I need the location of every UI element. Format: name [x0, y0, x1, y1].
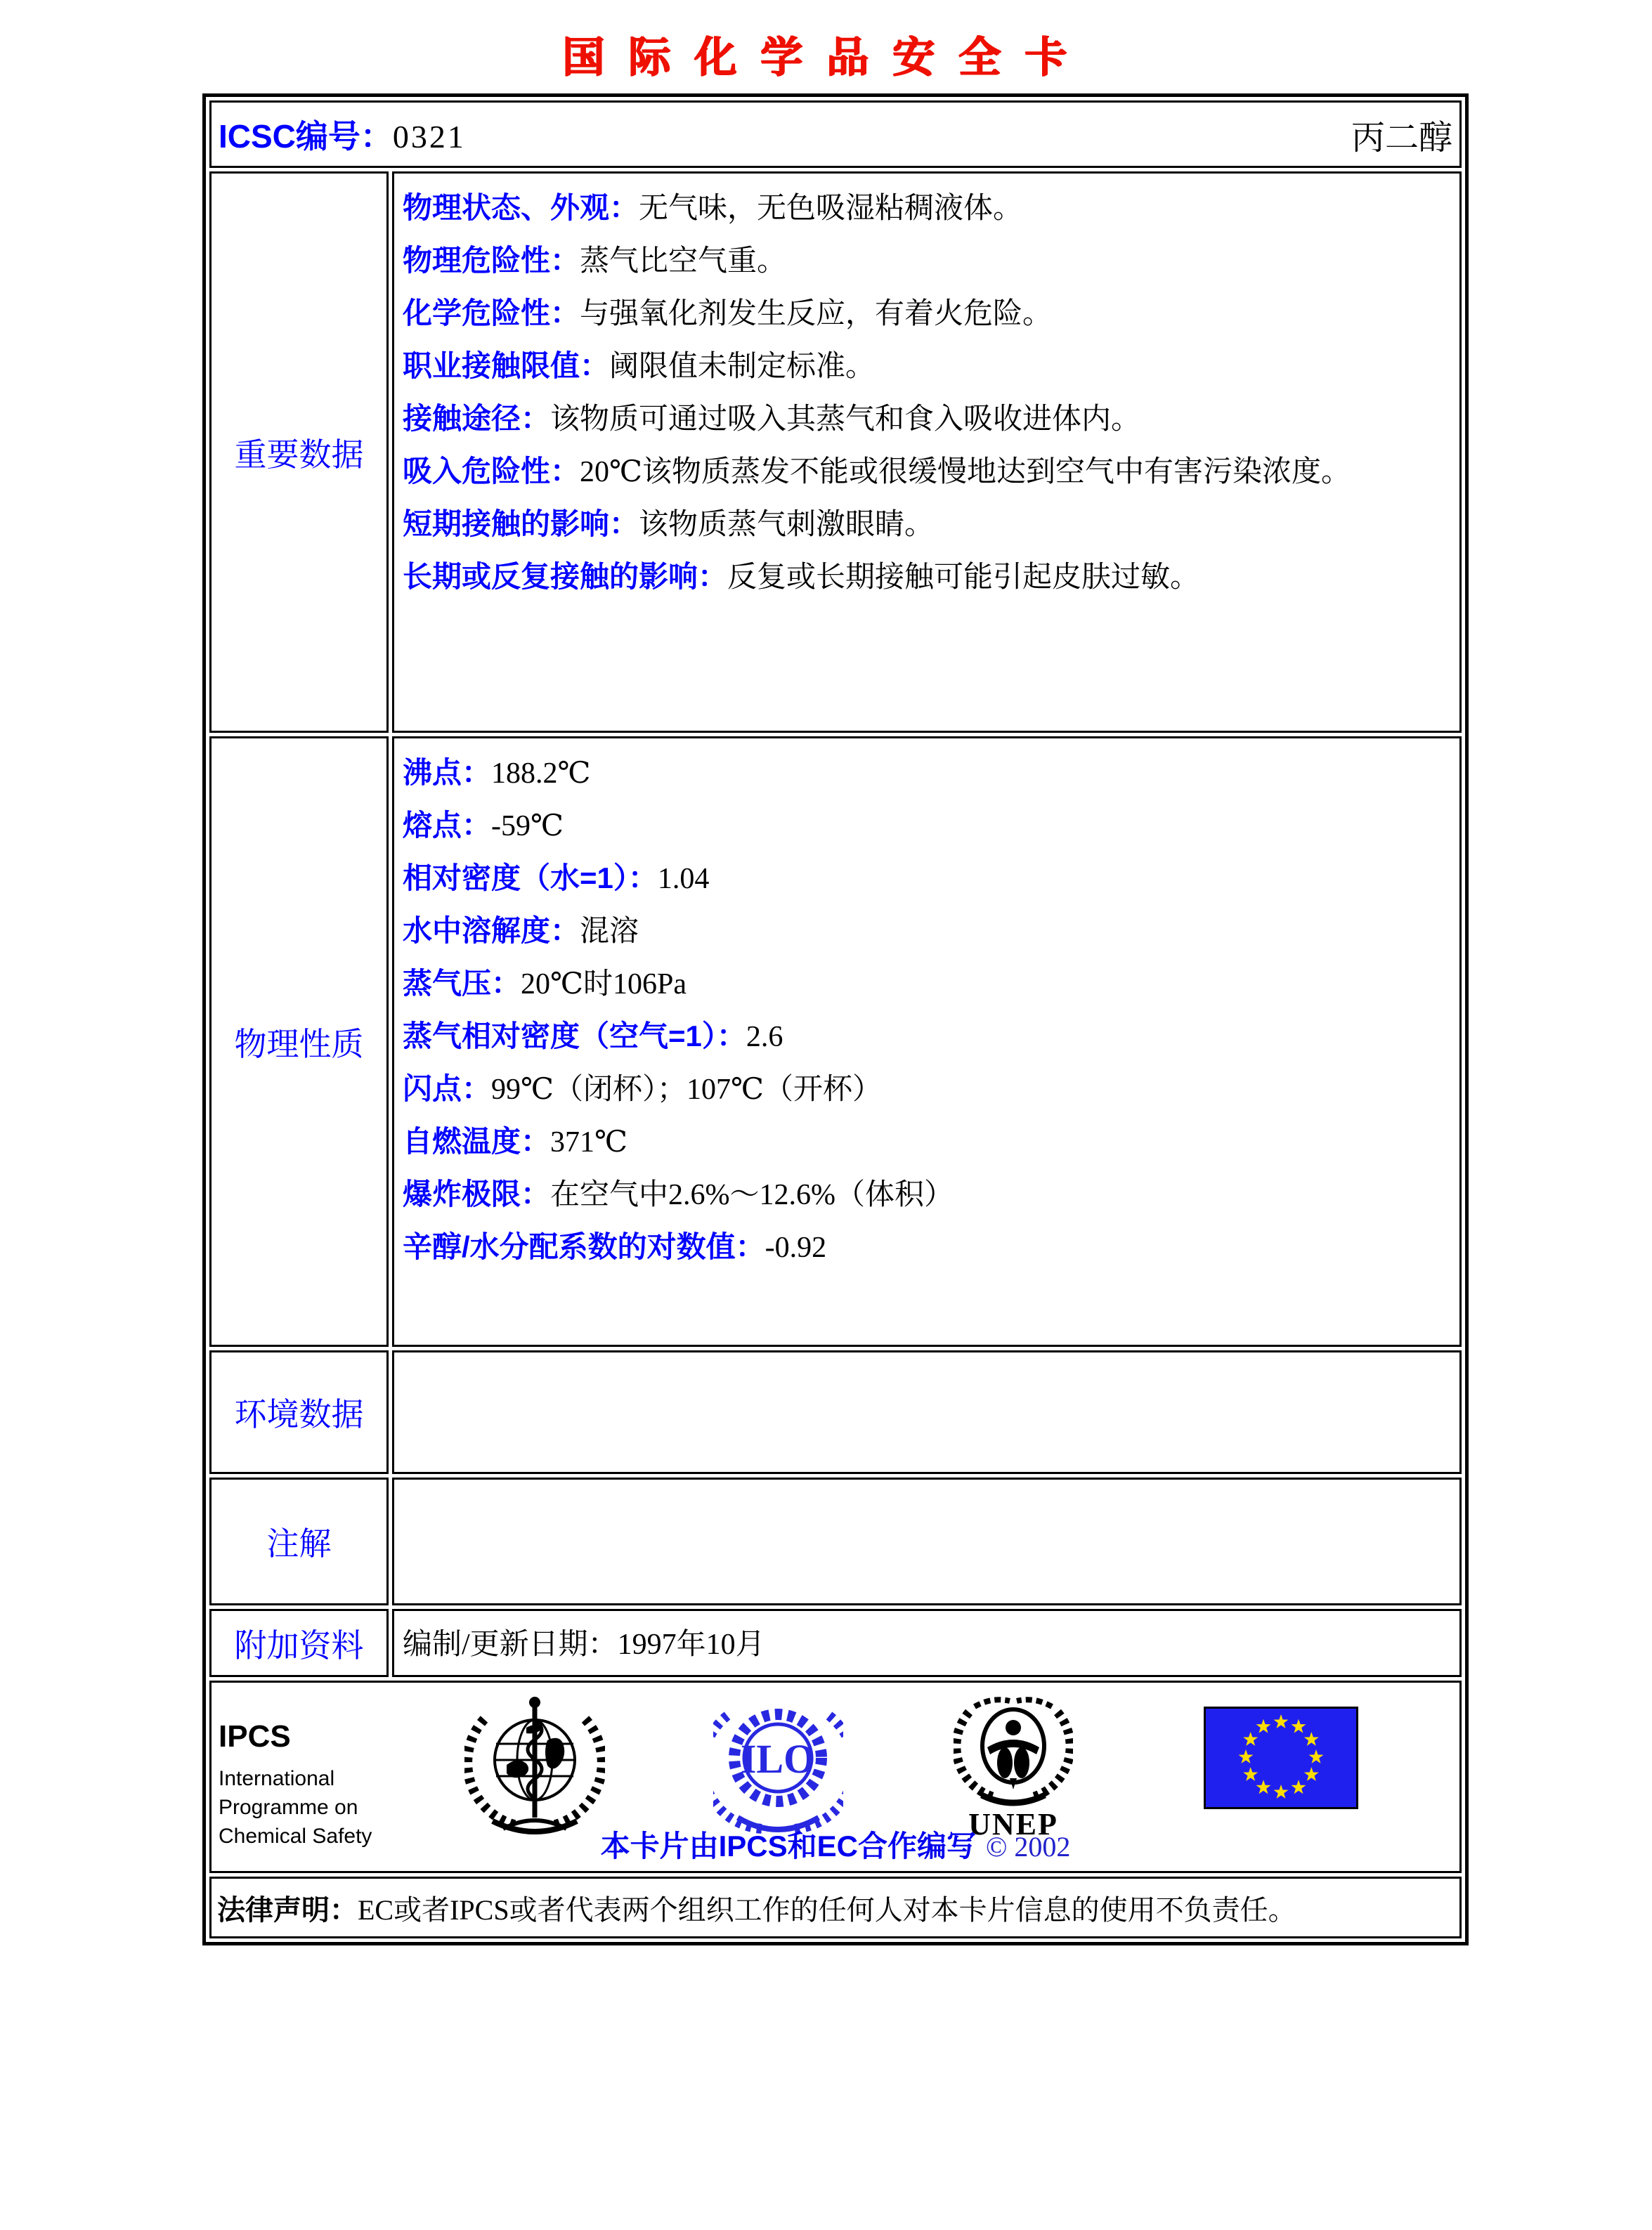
property-line [403, 800, 1451, 852]
section-content-physical-properties [392, 736, 1462, 1347]
ipcs-subtitle-line: Chemical Safety [219, 1825, 372, 1848]
header-cell [209, 100, 1462, 168]
property-value: 混溶 [580, 915, 639, 948]
property-value: 1.04 [657, 863, 710, 895]
section-label-additional-info: 附加资料 [209, 1609, 389, 1677]
property-label: 物理危险性： [403, 244, 580, 277]
legal-row [209, 1877, 1462, 1938]
property-label: 职业接触限值： [403, 349, 610, 382]
property-value: 无气味，无色吸湿粘稠液体。 [639, 193, 1023, 225]
section-content-important-data [392, 171, 1462, 733]
property-label: 接触途径： [403, 402, 551, 435]
property-value: 与强氧化剂发生反应，有着火危险。 [580, 298, 1053, 330]
caption-text: 本卡片由IPCS和EC合作编写 [600, 1830, 976, 1863]
section-label-environmental-data: 环境数据 [209, 1350, 389, 1474]
property-line [403, 340, 1451, 393]
property-line [403, 551, 1451, 604]
section-label-notes: 注解 [209, 1478, 389, 1605]
property-line [403, 905, 1451, 958]
property-label: 蒸气压： [403, 967, 521, 1000]
property-label: 化学危险性： [403, 296, 580, 330]
property-value: 在空气中2.6%～12.6%（体积） [550, 1179, 954, 1211]
unep-label: UNEP [968, 1807, 1058, 1841]
section-row-environmental-data [209, 1350, 1462, 1474]
logos-cell [209, 1681, 1462, 1873]
property-label: 物理状态、外观： [403, 191, 639, 224]
property-line [403, 445, 1451, 498]
property-value: 188.2℃ [491, 757, 591, 790]
who-emblem-icon [464, 1691, 605, 1842]
icsc-card [202, 93, 1469, 1945]
property-label: 蒸气相对密度（空气=1）： [403, 1019, 746, 1052]
property-label: 熔点： [403, 809, 492, 842]
icsc-number-value: 0321 [392, 119, 466, 155]
section-row-additional-info [209, 1609, 1462, 1677]
property-label: 沸点： [403, 756, 492, 789]
legal-cell [209, 1877, 1462, 1938]
property-value: 蒸气比空气重。 [580, 245, 787, 278]
icsc-number-label: ICSC编号： [219, 118, 393, 155]
property-value: 2.6 [746, 1021, 783, 1053]
property-label: 相对密度（水=1）： [403, 861, 658, 894]
ipcs-subtitle-line: International [219, 1767, 335, 1790]
property-value: 该物质蒸气刺激眼睛。 [639, 509, 935, 541]
icsc-table [202, 93, 1469, 1945]
ilo-emblem-icon [713, 1691, 843, 1842]
property-line [403, 1116, 1451, 1168]
property-value: 反复或长期接触可能引起皮肤过敏。 [727, 561, 1200, 594]
property-line [403, 1010, 1451, 1063]
section-row-physical-properties [209, 736, 1462, 1347]
ipcs-subtitle-line: Programme on [219, 1796, 358, 1819]
legal-text: EC或者IPCS或者代表两个组织工作的任何人对本卡片信息的使用不负责任。 [358, 1893, 1296, 1926]
property-line [403, 1168, 1451, 1221]
section-label-important-data: 重要数据 [209, 171, 389, 733]
property-line [403, 958, 1451, 1010]
section-content-environmental-data [392, 1350, 1462, 1474]
section-content-additional-info: 编制/更新日期：1997年10月 [392, 1609, 1462, 1677]
chemical-name: 丙二醇 [1351, 119, 1452, 157]
property-line [403, 235, 1451, 287]
property-value: 阈限值未制定标准。 [609, 351, 876, 383]
property-line [403, 852, 1451, 905]
property-line [403, 1063, 1451, 1116]
property-value: 20℃该物质蒸发不能或很缓慢地达到空气中有害污染浓度。 [580, 456, 1351, 488]
property-line [403, 747, 1451, 800]
property-label: 吸入危险性： [403, 455, 580, 488]
property-label: 长期或反复接触的影响： [403, 560, 728, 593]
property-line [403, 287, 1451, 340]
property-label: 爆炸极限： [403, 1178, 551, 1211]
logos-row [209, 1681, 1462, 1873]
legal-label: 法律声明： [217, 1894, 358, 1926]
ilo-monogram: ILO [740, 1736, 816, 1782]
property-value: 371℃ [550, 1126, 627, 1159]
unep-emblem-icon [954, 1691, 1073, 1842]
property-line [403, 498, 1451, 551]
property-value: -0.92 [765, 1232, 827, 1264]
property-label: 闪点： [403, 1072, 492, 1105]
caption-line [212, 1823, 1459, 1865]
property-line [403, 182, 1451, 235]
property-value: 该物质可通过吸入其蒸气和食入吸收进体内。 [550, 403, 1141, 436]
page-title: 国际化学品安全卡 [561, 34, 1091, 81]
icsc-number-group [219, 111, 466, 157]
section-row-important-data [209, 171, 1462, 733]
property-label: 水中溶解度： [403, 914, 580, 947]
header-row [209, 100, 1462, 168]
property-value: 20℃时106Pa [521, 968, 687, 1000]
section-content-notes [392, 1478, 1462, 1605]
property-label: 短期接触的影响： [403, 507, 639, 540]
property-value: 99℃（闭杯）；107℃（开杯） [491, 1074, 882, 1106]
property-value: -59℃ [491, 810, 564, 842]
property-line [403, 1221, 1451, 1274]
property-line [403, 393, 1451, 445]
property-label: 自燃温度： [403, 1125, 551, 1158]
ipcs-title: IPCS [219, 1719, 291, 1754]
section-row-notes [209, 1478, 1462, 1605]
property-label: 辛醇/水分配系数的对数值： [403, 1230, 765, 1263]
copyright-text: © 2002 [985, 1831, 1071, 1863]
section-label-physical-properties: 物理性质 [209, 736, 389, 1347]
eu-flag-icon [1204, 1707, 1358, 1813]
